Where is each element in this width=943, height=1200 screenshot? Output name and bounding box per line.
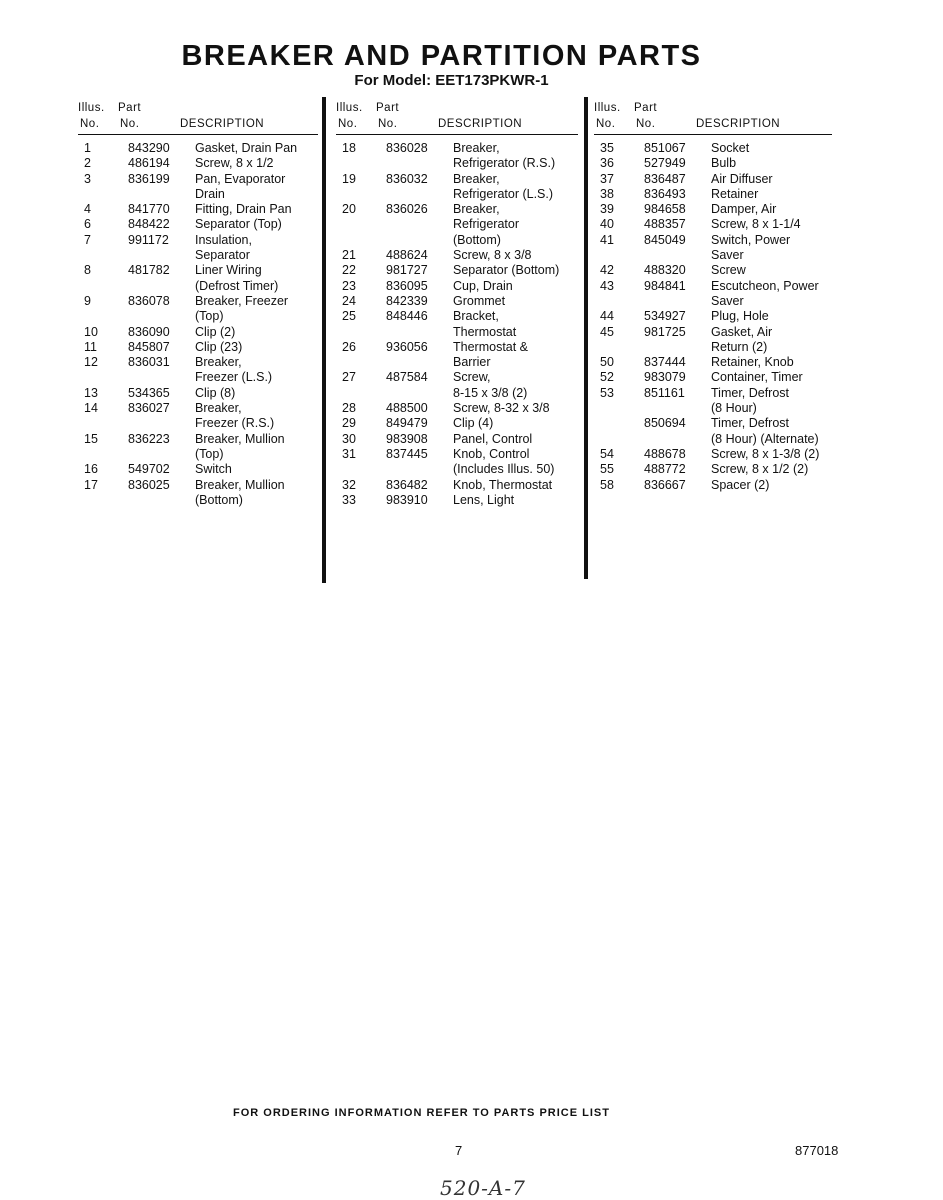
table-row (78, 340, 318, 355)
part-number: 836027 (128, 401, 170, 416)
part-description: Clip (2) (195, 324, 236, 339)
illus-number: 17 (84, 477, 98, 492)
part-number: 851067 (644, 141, 686, 155)
table-row (594, 478, 832, 493)
part-description: Gasket, Air Return (2) (711, 324, 773, 354)
part-number: 836090 (128, 324, 170, 339)
part-description: Separator (Top) (195, 217, 282, 232)
part-description: Liner Wiring (Defrost Timer) (195, 263, 279, 293)
part-number: 837445 (386, 446, 428, 461)
table-row (78, 202, 318, 217)
part-number: 984841 (644, 278, 686, 293)
part-number: 488500 (386, 401, 428, 416)
part-description: Spacer (2) (711, 477, 770, 492)
part-description: Thermostat & Barrier (453, 339, 529, 370)
illus-number: 37 (600, 171, 614, 186)
part-number: 843290 (128, 141, 170, 155)
part-description: Screw, 8 x 1-1/4 (711, 217, 801, 232)
part-description: Knob, Thermostat (453, 477, 553, 492)
illus-number: 30 (342, 431, 356, 446)
part-description: Air Diffuser (711, 171, 773, 186)
part-description: Retainer, Knob (711, 355, 794, 370)
part-number: 981725 (644, 324, 686, 339)
part-number: 842339 (386, 293, 428, 308)
part-number: 549702 (128, 462, 170, 477)
table-row (336, 432, 578, 447)
part-number: 836199 (128, 171, 170, 186)
table-row (594, 462, 832, 477)
illus-number: 39 (600, 202, 614, 217)
table-row (336, 202, 578, 248)
illus-number (594, 416, 644, 447)
handwritten-note: 520-A-7 (440, 1176, 526, 1200)
part-number: 488357 (644, 217, 686, 232)
part-description: Screw, 8-32 x 3/8 (453, 401, 550, 416)
illus-number: 55 (600, 462, 614, 477)
table-row (594, 325, 832, 356)
header-part-no: No. (636, 118, 656, 130)
illus-number: 13 (84, 385, 98, 400)
table-row (336, 141, 578, 172)
column-header (78, 100, 318, 135)
illus-number: 38 (600, 186, 614, 201)
part-number: 534365 (128, 385, 170, 400)
part-description: Breaker, Mullion (Bottom) (195, 477, 285, 507)
table-row (336, 248, 578, 263)
table-row (336, 340, 578, 371)
table-row (78, 386, 318, 401)
illus-number: 22 (342, 263, 356, 278)
part-number: 836493 (644, 186, 686, 201)
table-row (78, 432, 318, 463)
illus-number: 1 (84, 141, 91, 155)
table-row (336, 279, 578, 294)
column-divider (584, 97, 588, 579)
part-number: 841770 (128, 202, 170, 217)
part-number: 849479 (386, 416, 428, 431)
illus-number: 6 (84, 217, 91, 232)
illus-number: 2 (84, 156, 91, 171)
part-number: 534927 (644, 309, 686, 324)
part-description: Screw, 8 x 1/2 (2) (711, 462, 809, 477)
part-number: 836223 (128, 431, 170, 446)
parts-list (594, 135, 832, 493)
header-part-no: No. (120, 118, 140, 130)
part-description: Clip (23) (195, 339, 243, 354)
part-number: 487584 (386, 370, 428, 385)
illus-number: 23 (342, 278, 356, 293)
part-number: 488772 (644, 462, 686, 477)
illus-number: 3 (84, 171, 91, 186)
table-row (336, 263, 578, 278)
table-row (336, 447, 578, 478)
table-row (594, 309, 832, 324)
illus-number: 15 (84, 431, 98, 446)
illus-number: 24 (342, 293, 356, 308)
illus-number: 41 (600, 232, 614, 247)
illus-number: 14 (84, 401, 98, 416)
table-row (594, 263, 832, 278)
illus-number: 28 (342, 401, 356, 416)
part-number: 845807 (128, 339, 170, 354)
table-row (594, 156, 832, 171)
part-description: Breaker, Refrigerator (Bottom) (453, 202, 519, 247)
document-number: 877018 (795, 1143, 839, 1158)
illus-number: 44 (600, 309, 614, 324)
page-title: BREAKER AND PARTITION PARTS (181, 40, 702, 72)
illus-number: 10 (84, 324, 98, 339)
table-row (78, 233, 318, 264)
table-row (594, 187, 832, 202)
part-description: Clip (4) (453, 416, 494, 431)
parts-column-2 (336, 100, 578, 508)
illus-number: 32 (342, 477, 356, 492)
table-row (336, 370, 578, 401)
illus-number: 16 (84, 462, 98, 477)
header-illus: Illus. (594, 102, 621, 114)
table-row (594, 202, 832, 217)
part-description: Panel, Control (453, 431, 533, 446)
part-number: 983910 (386, 492, 428, 507)
illus-number: 21 (342, 248, 356, 263)
header-illus-no: No. (596, 118, 616, 130)
part-description: Gasket, Drain Pan (195, 141, 298, 155)
parts-column-1 (78, 100, 318, 508)
part-number: 983908 (386, 431, 428, 446)
illus-number: 54 (600, 446, 614, 461)
table-row (78, 156, 318, 171)
part-description: Plug, Hole (711, 309, 769, 324)
part-description: Grommet (453, 293, 506, 308)
illus-number: 19 (342, 171, 356, 186)
part-number: 488320 (644, 263, 686, 278)
part-description: Screw (711, 263, 746, 278)
header-illus: Illus. (78, 102, 105, 114)
table-row (594, 370, 832, 385)
model-subtitle: For Model: EET173PKWR-1 (354, 72, 549, 89)
part-number: 845049 (644, 232, 686, 247)
part-number: 848446 (386, 309, 428, 324)
part-number: 981727 (386, 263, 428, 278)
part-description: Breaker, Refrigerator (R.S.) (453, 141, 556, 171)
table-row (594, 355, 832, 370)
parts-list (336, 135, 578, 508)
illus-number: 43 (600, 278, 614, 293)
part-description: Clip (8) (195, 385, 236, 400)
illus-number: 18 (342, 141, 356, 155)
illus-number: 29 (342, 416, 356, 431)
table-row (336, 172, 578, 203)
table-row (594, 141, 832, 156)
part-number: 836078 (128, 293, 170, 308)
part-description: Screw, 8 x 1/2 (195, 156, 274, 171)
part-description: Fitting, Drain Pan (195, 202, 292, 217)
table-row (78, 462, 318, 477)
part-number: 481782 (128, 263, 170, 278)
illus-number: 8 (84, 263, 91, 278)
table-row (336, 478, 578, 493)
part-number: 836026 (386, 202, 428, 217)
table-row (336, 416, 578, 431)
part-description: Damper, Air (711, 202, 777, 217)
part-number: 984658 (644, 202, 686, 217)
header-part-no: No. (378, 118, 398, 130)
illus-number: 20 (342, 202, 356, 217)
part-number: 836028 (386, 141, 428, 155)
header-description: DESCRIPTION (438, 118, 523, 130)
header-illus-no: No. (80, 118, 100, 130)
illus-number: 36 (600, 156, 614, 171)
table-row (78, 172, 318, 203)
illus-number: 9 (84, 293, 91, 308)
part-number: 836031 (128, 355, 170, 370)
part-number: 836487 (644, 171, 686, 186)
part-description: Breaker, Freezer (L.S.) (195, 355, 273, 385)
header-part: Part (118, 102, 142, 114)
part-description: Breaker, Freezer (Top) (195, 293, 289, 324)
table-row (594, 447, 832, 462)
part-number: 983079 (644, 370, 686, 385)
part-description: Container, Timer (711, 370, 803, 385)
part-description: Bulb (711, 156, 737, 171)
part-description: Timer, Defrost (8 Hour) (711, 385, 790, 416)
part-description: Lens, Light (453, 492, 515, 507)
table-row (78, 141, 318, 156)
part-description: Screw, 8 x 3/8 (453, 248, 532, 263)
column-header (594, 100, 832, 135)
table-row (594, 172, 832, 187)
part-description: Screw, 8-15 x 3/8 (2) (453, 370, 528, 400)
part-number: 848422 (128, 217, 170, 232)
part-number: 486194 (128, 156, 170, 171)
illus-number: 27 (342, 370, 356, 385)
header-description: DESCRIPTION (180, 118, 265, 130)
part-description: Insulation, Separator (195, 232, 252, 263)
illus-number: 45 (600, 324, 614, 339)
illus-number: 35 (600, 141, 614, 155)
table-row (336, 309, 578, 340)
part-description: Switch (195, 462, 232, 477)
column-divider (322, 97, 326, 583)
table-row (594, 233, 832, 264)
part-description: Cup, Drain (453, 278, 513, 293)
part-number: 488624 (386, 248, 428, 263)
table-row (594, 217, 832, 232)
part-description: Knob, Control (Includes Illus. 50) (453, 446, 555, 477)
table-row (336, 294, 578, 309)
illus-number: 31 (342, 446, 356, 461)
part-description: Breaker, Freezer (R.S.) (195, 401, 275, 431)
table-row (78, 294, 318, 325)
table-row (78, 263, 318, 294)
table-row (336, 493, 578, 508)
header-description: DESCRIPTION (696, 118, 781, 130)
part-number: 837444 (644, 355, 686, 370)
table-row (594, 279, 832, 310)
table-row (594, 416, 832, 447)
parts-column-3 (594, 100, 832, 493)
table-row (78, 325, 318, 340)
header-part: Part (634, 102, 658, 114)
part-description: Timer, Defrost (8 Hour) (Alternate) (711, 416, 819, 446)
illus-number: 25 (342, 309, 356, 324)
part-description: Escutcheon, Power Saver (711, 278, 819, 308)
illus-number: 4 (84, 202, 91, 217)
part-number: 836025 (128, 477, 170, 492)
part-number: 850694 (644, 416, 686, 431)
header-illus: Illus. (336, 102, 363, 114)
table-row (78, 478, 318, 509)
illus-number: 42 (600, 263, 614, 278)
illus-number: 12 (84, 355, 98, 370)
illus-number: 53 (600, 385, 614, 400)
illus-number: 50 (600, 355, 614, 370)
part-number: 836095 (386, 278, 428, 293)
part-number: 836667 (644, 477, 686, 492)
header-illus-no: No. (338, 118, 358, 130)
part-description: Switch, Power Saver (711, 232, 791, 263)
table-row (78, 401, 318, 432)
table-row (78, 217, 318, 232)
part-number: 991172 (128, 232, 169, 247)
part-description: Breaker, Mullion (Top) (195, 431, 285, 461)
illus-number: 11 (84, 339, 97, 354)
part-description: Bracket, Thermostat (453, 309, 517, 339)
part-number: 836032 (386, 171, 428, 186)
part-description: Breaker, Refrigerator (L.S.) (453, 171, 554, 201)
part-description: Retainer (711, 186, 759, 201)
header-part: Part (376, 102, 400, 114)
illus-number: 52 (600, 370, 614, 385)
part-number: 488678 (644, 446, 686, 461)
part-number: 527949 (644, 156, 686, 171)
part-description: Pan, Evaporator Drain (195, 171, 286, 201)
part-number: 936056 (386, 339, 428, 354)
illus-number: 33 (342, 492, 356, 507)
parts-list (78, 135, 318, 508)
part-description: Separator (Bottom) (453, 263, 560, 278)
part-number: 836482 (386, 477, 428, 492)
part-description: Screw, 8 x 1-3/8 (2) (711, 446, 820, 461)
illus-number: 40 (600, 217, 614, 232)
table-row (594, 386, 832, 417)
ordering-info-footer: FOR ORDERING INFORMATION REFER TO PARTS PRICE LIST (233, 1107, 610, 1119)
table-row (78, 355, 318, 386)
illus-number: 26 (342, 339, 356, 354)
part-description: Socket (711, 141, 750, 155)
illus-number: 58 (600, 477, 614, 492)
part-number: 851161 (644, 385, 685, 400)
page-number: 7 (455, 1143, 463, 1158)
column-header (336, 100, 578, 135)
table-row (336, 401, 578, 416)
illus-number: 7 (84, 232, 91, 247)
